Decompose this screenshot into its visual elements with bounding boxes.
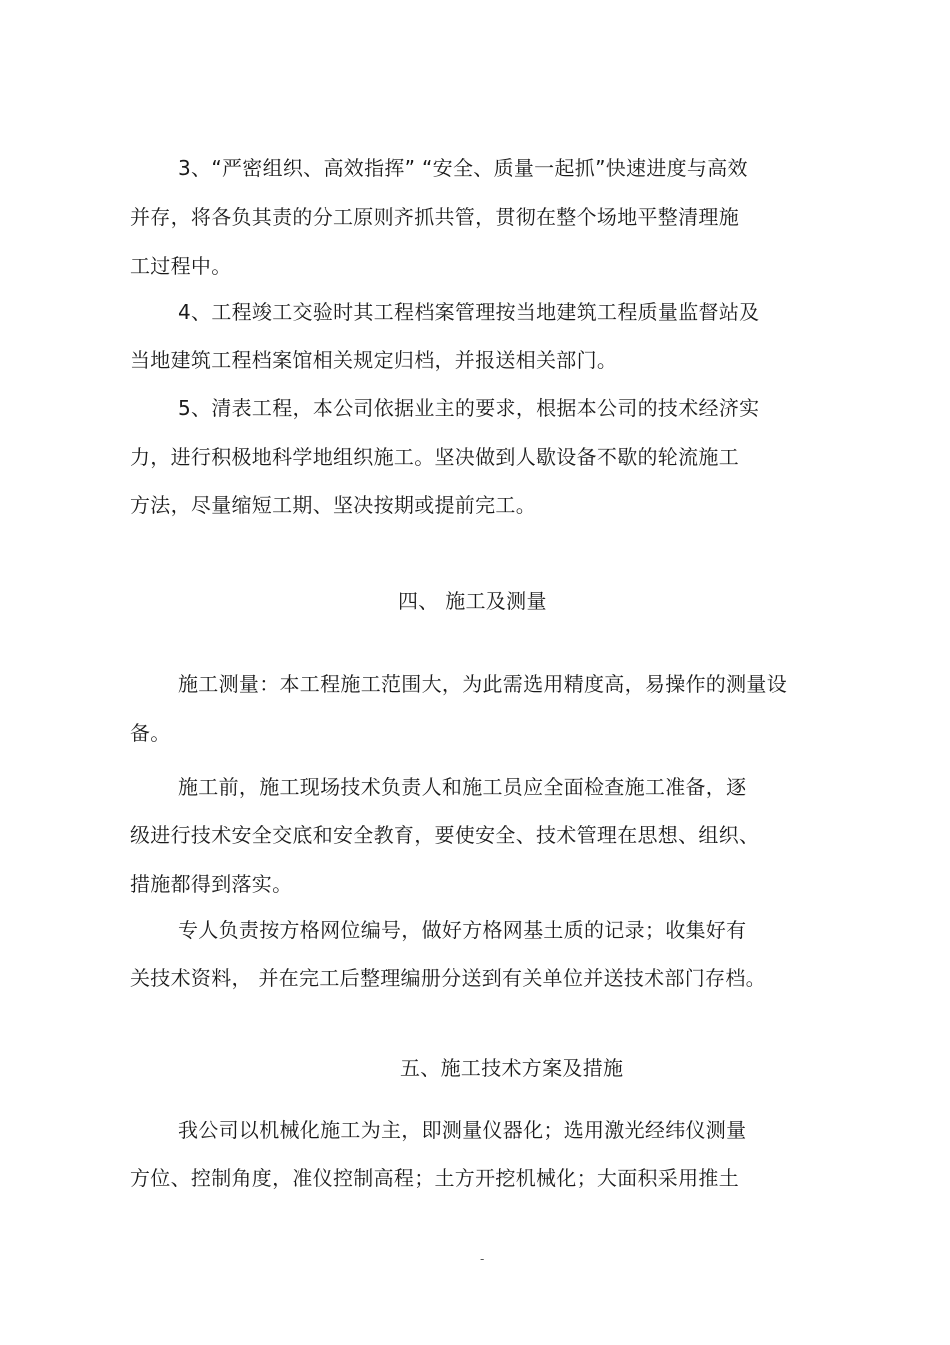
para5-line1: 5、清表工程，本公司依据业主的要求，根据本公司的技术经济实 [178, 396, 760, 420]
para3-line1: 3、“严密组织、高效指挥” “安全、质量一起抓”快速进度与高效 [178, 156, 748, 180]
mech-line2: 方位、控制角度，准仪控制高程；土方开挖机械化；大面积采用推土 [130, 1166, 739, 1190]
para3-line3: 工过程中。 [130, 254, 232, 278]
para4-line1: 4、工程竣工交验时其工程档案管理按当地建筑工程质量监督站及 [178, 300, 760, 324]
para4-line2: 当地建筑工程档案馆相关规定归档，并报送相关部门。 [130, 348, 618, 372]
records-line2: 关技术资料， 并在完工后整理编册分送到有关单位并送技术部门存档。 [130, 966, 766, 990]
records-line1: 专人负责按方格网位编号，做好方格网基土质的记录；收集好有 [178, 918, 747, 942]
survey-line2: 备。 [130, 721, 171, 745]
survey-line1: 施工测量：本工程施工范围大，为此需选用精度高，易操作的测量设 [178, 672, 787, 696]
prep-line1: 施工前，施工现场技术负责人和施工员应全面检查施工准备，逐 [178, 775, 747, 799]
section-heading-5: 五、施工技术方案及措施 [400, 1056, 624, 1080]
prep-line2: 级进行技术安全交底和安全教育，要使安全、技术管理在思想、组织、 [130, 823, 760, 847]
mech-line1: 我公司以机械化施工为主，即测量仪器化；选用激光经纬仪测量 [178, 1118, 747, 1142]
para5-line2: 力，进行积极地科学地组织施工。坚决做到人歇设备不歇的轮流施工 [130, 445, 739, 469]
section-heading-4: 四、 施工及测量 [398, 589, 547, 613]
para5-line3: 方法，尽量缩短工期、坚决按期或提前完工。 [130, 493, 536, 517]
para3-line2: 并存，将各负其责的分工原则齐抓共管，贯彻在整个场地平整清理施 [130, 205, 739, 229]
page-footer-mark: - [480, 1252, 485, 1266]
prep-line3: 措施都得到落实。 [130, 872, 293, 896]
